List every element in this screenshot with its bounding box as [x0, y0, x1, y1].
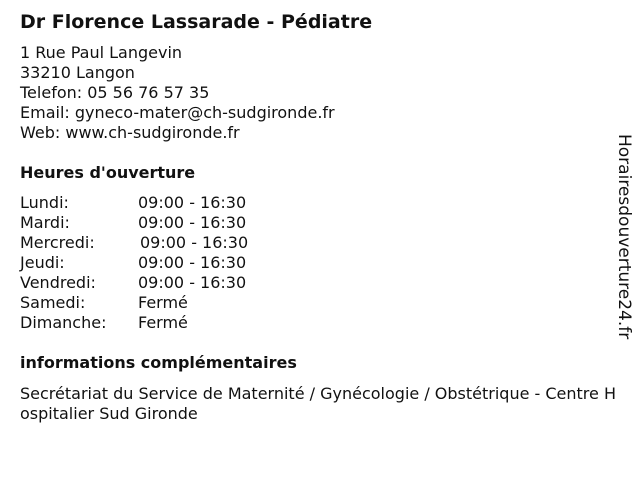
time-value: 09:00 - 16:30	[140, 233, 249, 252]
day-label: Jeudi:	[20, 253, 65, 272]
hours-row-friday	[20, 273, 320, 293]
hours-row-saturday	[20, 293, 320, 313]
page-title: Dr Florence Lassarade - Pédiatre	[20, 11, 373, 33]
website: Web: www.ch-sudgironde.fr	[20, 123, 240, 142]
additional-info-text: Secrétariat du Service de Maternité / Gynécologie / Obstétrique - Centre Hospitalier Sud Gironde	[20, 384, 616, 423]
additional-info-heading: informations complémentaires	[20, 353, 297, 372]
day-label: Samedi:	[20, 293, 86, 312]
hours-row-sunday	[20, 313, 320, 333]
time-value: Fermé	[138, 313, 188, 332]
hours-row-thursday	[20, 253, 320, 273]
opening-hours-heading: Heures d'ouverture	[20, 163, 196, 182]
time-value: Fermé	[138, 293, 188, 312]
email-address: Email: gyneco-mater@ch-sudgironde.fr	[20, 103, 335, 122]
phone-number: Telefon: 05 56 76 57 35	[20, 83, 210, 102]
hours-row-tuesday	[20, 213, 320, 233]
day-label: Vendredi:	[20, 273, 96, 292]
day-label: Mercredi:	[20, 233, 95, 252]
day-label: Lundi:	[20, 193, 69, 212]
time-value: 09:00 - 16:30	[138, 193, 247, 212]
day-label: Dimanche:	[20, 313, 107, 332]
time-value: 09:00 - 16:30	[138, 273, 247, 292]
time-value: 09:00 - 16:30	[138, 213, 247, 232]
address-street: 1 Rue Paul Langevin	[20, 43, 183, 62]
day-label: Mardi:	[20, 213, 70, 232]
hours-row-wednesday	[20, 233, 320, 253]
opening-hours-table	[20, 193, 320, 333]
address-block	[20, 43, 335, 143]
address-city: 33210 Langon	[20, 63, 135, 82]
time-value: 09:00 - 16:30	[138, 253, 247, 272]
site-brand-vertical: Horairesdouverture24.fr	[614, 134, 634, 340]
hours-row-monday	[20, 193, 320, 213]
